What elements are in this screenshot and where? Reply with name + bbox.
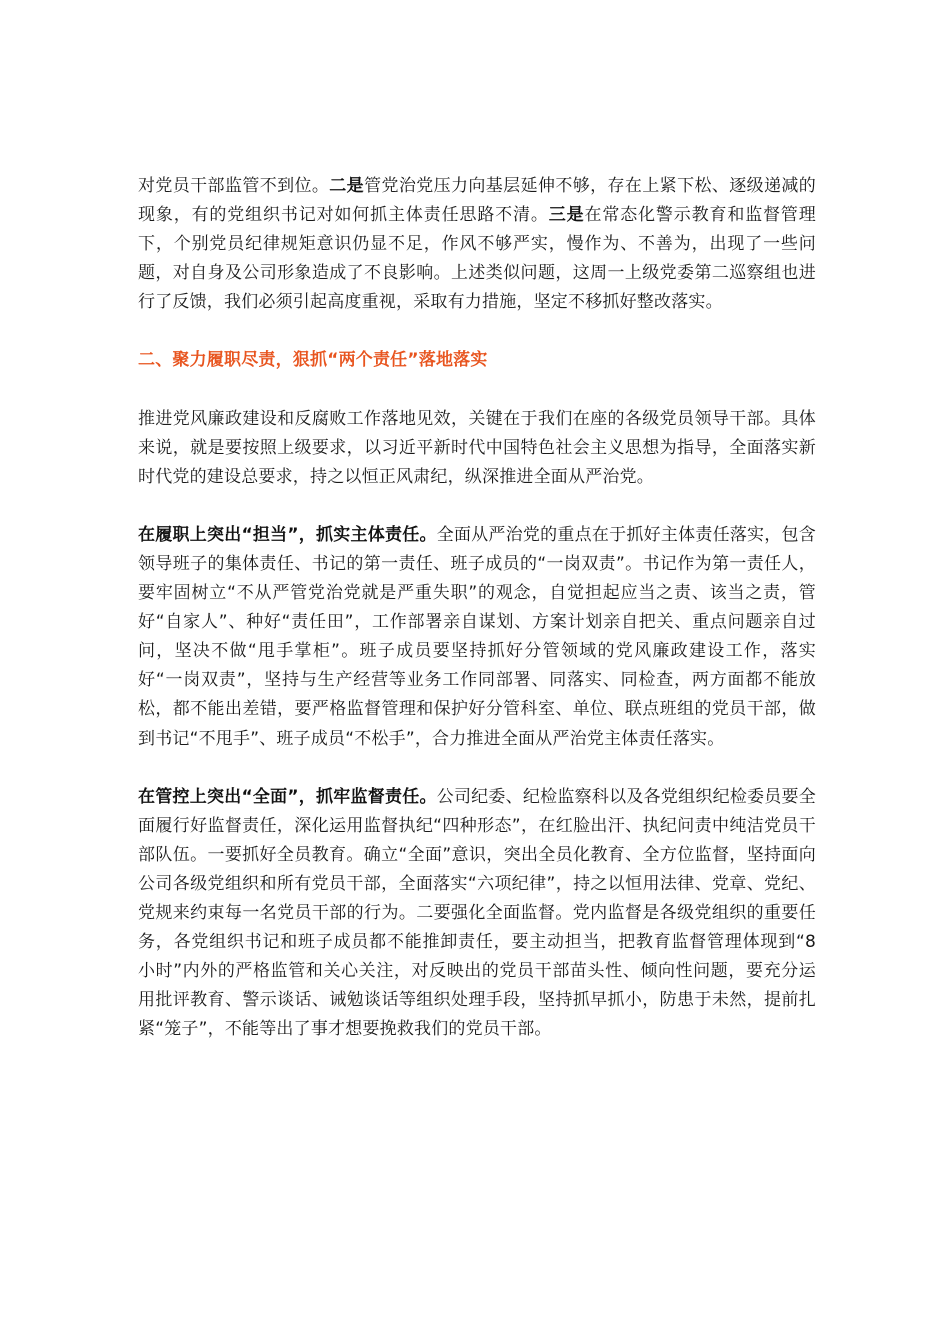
bold-marker-two: 二是 — [329, 176, 365, 196]
paragraph-problems — [138, 172, 816, 317]
paragraph-text: 管党治党压力向基层延伸不够，存在上紧下松、逐级递减的现象，有的党组织书记对如何抓主体责任思路不清。 — [138, 176, 816, 226]
section-heading: 二、聚力履职尽责，狠抓“两个责任”落地落实 — [138, 350, 488, 371]
paragraph-text: 在常态化警示教育和监督管理下，个别党员纪律规矩意识仍显不足，作风不够严实，慢作为、不善为，出现了一些问题，对自身及公司形象造成了不良影响。上述类似问题，这周一上级党委第二巡察组也进行了反馈，我们必须引起高度重视，采取有力措施，坚定不移抓好整改落实。 — [138, 205, 816, 313]
paragraph-supervision-responsibility — [138, 783, 816, 1045]
paragraph-intro: 推进党风廉政建设和反腐败工作落地见效，关键在于我们在座的各级党员领导干部。具体来说，就是要按照上级要求，以习近平新时代中国特色社会主义思想为指导，全面落实新时代党的建设总要求，持之以恒正风肃纪，纵深推进全面从严治党。 — [138, 408, 816, 487]
paragraph-body: 全面从严治党的重点在于抓好主体责任落实，包含领导班子的集体责任、书记的第一责任、班子成员的“一岗双责”。书记作为第一责任人，要牢固树立“不从严管党治党就是严重失职”的观念，自觉担起应当之责、该当之责，管好“自家人”、种好“责任田”，工作部署亲自谋划、方案计划亲自把关、重点问题亲自过问，坚决不做“甩手掌柜”。班子成员要坚持抓好分管领域的党风廉政建设工作，落实好“一岗双责”，坚持与生产经营等业务工作同部署、同落实、同检查，两方面都不能放松，都不能出差错，要严格监督管理和保护好分管科室、单位、联点班组的党员干部，做到书记“不甩手”、班子成员“不松手”，合力推进全面从严治党主体责任落实。 — [138, 524, 816, 749]
paragraph-text: 对党员干部监管不到位。 — [138, 176, 330, 196]
paragraph-lead: 在管控上突出“全面”，抓牢监督责任。 — [138, 786, 437, 807]
paragraph-main-responsibility — [138, 521, 816, 754]
bold-marker-three: 三是 — [548, 205, 585, 226]
paragraph-body: 公司纪委、纪检监察科以及各党组织纪检委员要全面履行好监督责任，深化运用监督执纪“四种形态”，在红脸出汗、执纪问责中纯洁党员干部队伍。一要抓好全员教育。确立“全面”意识，突出全员化教育、全方位监督，坚持面向公司各级党组织和所有党员干部，全面落实“六项纪律”，持之以恒用法律、党章、党纪、党规来约束每一名党员干部的行为。二要强化全面监督。党内监督是各级党组织的重要任务，各党组织书记和班子成员都不能推卸责任，要主动担当，把教育监督管理体现到“8 小时”内外的严格监管和关心关注，对反映出的党员干部苗头性、倾向性问题，要充分运用批评教育、警示谈话、诫勉谈话等组织处理手段，坚持抓早抓小，防患于未然，提前扎紧“笼子”，不能等出了事才想要挽救我们的党员干部。 — [138, 786, 816, 1040]
document-page — [138, 172, 816, 1073]
paragraph-lead: 在履职上突出“担当”，抓实主体责任。 — [138, 524, 437, 545]
